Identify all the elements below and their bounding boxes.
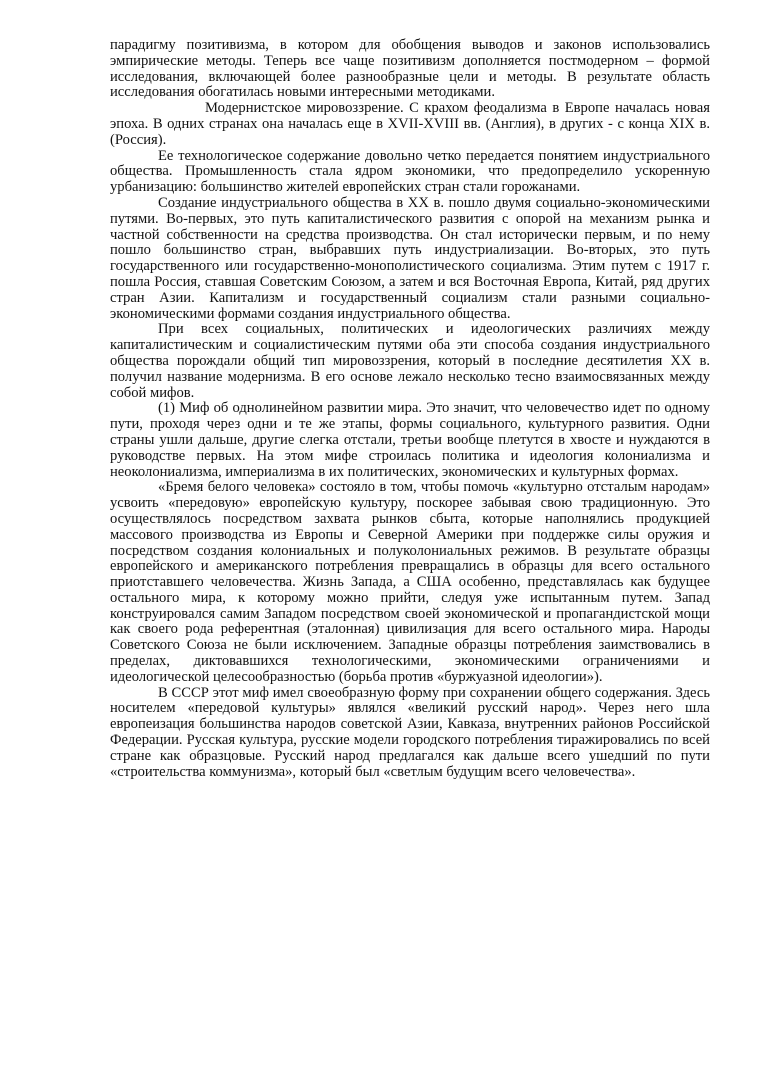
paragraph-white-mans-burden: «Бремя белого человека» состояло в том, чтобы помочь «культурно отсталым народам» усвоить «передовую» европейскую культуру, поскорее забывая свою традиционную. Это осуществлялось посредством захвата рынков сбыта, которые наполнялись продукцией массового производства из Европы и Северной Америки при поддержке силы оружия и посредством создания колониальных и полуколониальных режимов. В результате образцы европейского и американского потребления превращались в образцы для всего остального приотставшего человечества. Жизнь Запада, а США особенно, представлялась как будущее остального мира, к которому можно прийти, следуя уже испытанным путем. Запад конструировался самим Западом посредством своей экономической и пропагандистской мощи как своего рода референтная (эталонная) цивилизация для всего остального мира. Народы Советского Союза не были исключением. Западные образцы потребления заимствовались в пределах, диктовавшихся технологическими, экономическими ограничениями и идеологической целесообразностью (борьба против «буржуазной идеологии»). (110, 479, 710, 685)
paragraph-industrial-society: Ее технологическое содержание довольно четко передается понятием индустриального общества. Промышленность стала ядром экономики, что предопределило ускоренную урбанизацию: большинство жителей европейских стран стали горожанами. (110, 147, 710, 196)
paragraph-myth-linear-development: (1) Миф об однолинейном развитии мира. Это значит, что человечество идет по одному пути, проходя через одни и те же этапы, формы социального, культурного развития. Одни страны ушли дальше, другие слегка отстали, третьи вообще плетутся в хвосте и нуждаются в руководстве первых. На этом мифе строилась политика и идеология колониализма и неоколониализма, империализма в их политических, экономических и культурных формах. (110, 400, 710, 480)
paragraph-ussr-myth: В СССР этот миф имел своеобразную форму при сохранении общего содержания. Здесь носителем «передовой культуры» являлся «великий русский народ». Через него шла европеизация большинства народов советской Азии, Кавказа, внутренних районов Российской Федерации. Русская культура, русские модели городского потребления тиражировались по всей стране как образцовые. Русский народ предлагался как дальше всего ушедший по пути «строительства коммунизма», который был «светлым будущим всего человечества». (110, 684, 710, 780)
paragraph-two-paths: Создание индустриального общества в XX в. пошло двумя социально-экономическими путями. Во-первых, это путь капиталистического развития с опорой на механизм рынка и частной собственности на средства производства. Он стал исторически первым, и по нему пошло большинство стран, выбравших путь индустриализации. Во-вторых, это путь государственного или государственно-монополистического социализма. Этим путем с 1917 г. пошла Россия, ставшая Советским Союзом, а затем и вся Восточная Европа, Китай, ряд других стран Азии. Капитализм и государственный социализм стали разными социально-экономическими формами создания индустриального общества. (110, 194, 710, 322)
paragraph-modernist-worldview: Модернистское мировоззрение. С крахом феодализма в Европе началась новая эпоха. В одних странах она началась еще в XVII-XVIII вв. (Англия), в других - с конца XIX в. (Россия). (110, 100, 710, 148)
paragraph-positivism: парадигму позитивизма, в котором для обобщения выводов и законов использовались эмпирические методы. Теперь все чаще позитивизм дополняется постмодерном – формой исследования, включающей более разнообразные цели и методы. В результате область исследования обогатилась новыми интересными методиками. (110, 37, 710, 101)
paragraph-modernism-myths: При всех социальных, политических и идеологических различиях между капиталистическим и социалистическим путями оба эти способа создания индустриального общества порождали общий тип мировоззрения, который в последние десятилетия XX в. получил название модернизма. В его основе лежало несколько тесно взаимосвязанных между собой мифов. (110, 321, 710, 401)
document-page (110, 38, 710, 780)
